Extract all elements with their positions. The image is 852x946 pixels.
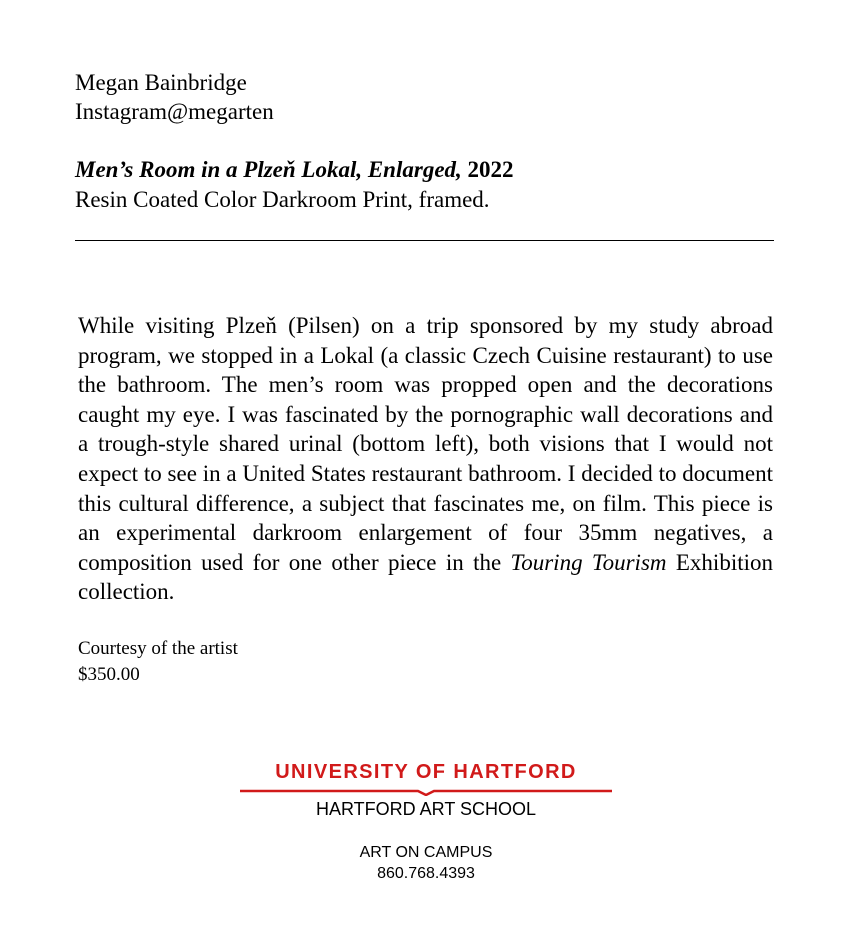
school-name: HARTFORD ART SCHOOL [315,799,537,819]
divider [75,240,774,241]
artwork-medium: Resin Coated Color Darkroom Print, framed. [75,187,490,212]
program-name: ART ON CAMPUS [359,844,493,861]
price: $350.00 [78,664,140,685]
description-text: While visiting Plzeň (Pilsen) on a trip sponsored by my study abroad program, we stopped in a Lokal (a classic Czech Cuisine restaurant) to use the bathroom. The men’s room was propped open and the decorations caught my eye. I was fascinated by the pornographic wall decorations and a trough-style shared urinal (bottom left), both visions that I would not expect to see in a United States restaurant bathroom. I decided to document this cultural difference, a subject that fascinates me, on film. This piece is an experimental darkroom enlargement of four 35mm negatives, a composition used for one other piece in the [78,313,773,575]
artwork-title: Men’s Room in a Plzeň Lokal, Enlarged, [75,157,462,182]
contact-block [0,842,852,884]
courtesy-line: Courtesy of the artist [78,638,238,659]
description-text-end: Exhibition collection. [78,549,773,605]
university-logo-underline [240,786,612,796]
exhibition-name: Touring Tourism [510,549,667,575]
artwork-description [78,311,773,607]
artist-info [75,68,274,126]
phone-number: 860.768.4393 [377,865,475,882]
artwork-year: 2022 [467,157,514,182]
artwork-info [75,155,514,215]
credit-block [78,636,238,688]
artwork-title-line [75,155,514,185]
university-logo-text: UNIVERSITY OF HARTFORD [275,761,577,783]
artist-instagram: Instagram@megarten [75,99,274,124]
footer [0,760,852,884]
artist-name: Megan Bainbridge [75,70,247,95]
